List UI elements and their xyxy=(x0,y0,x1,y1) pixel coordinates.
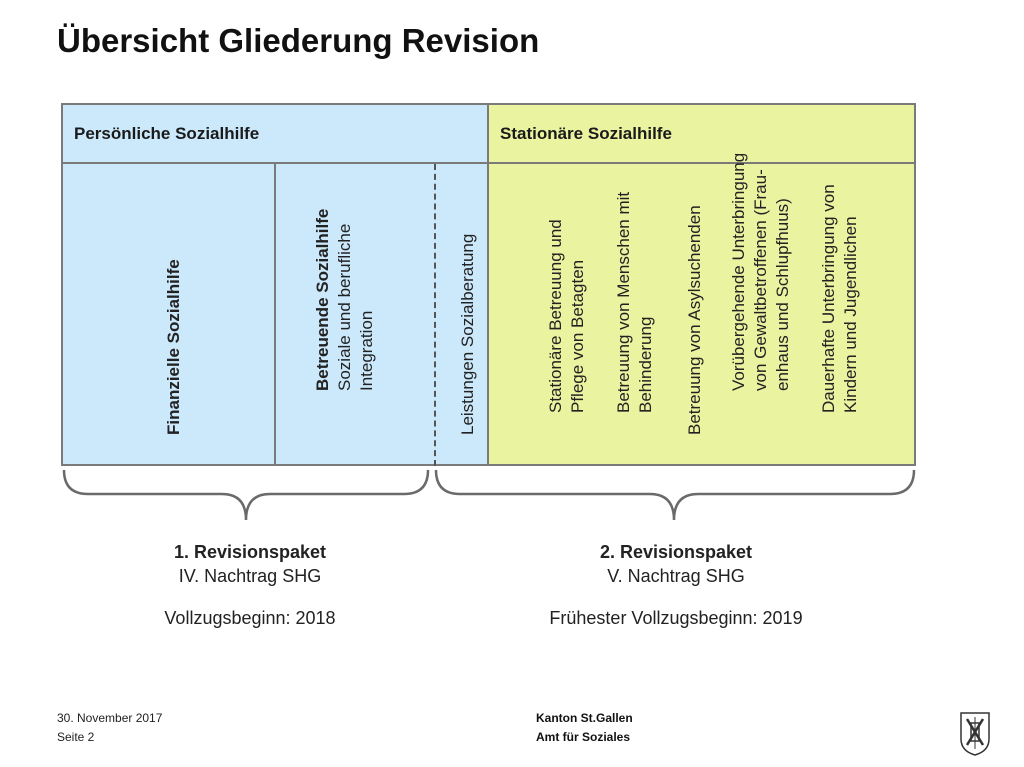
column-line: Leistungen Sozialberatung xyxy=(458,233,477,435)
column-line: Stationäre Betreuung und xyxy=(546,219,565,413)
column-line: von Gewaltbetroffenen (Frau- xyxy=(751,169,770,391)
header-persoenliche-sozialhilfe: Persönliche Sozialhilfe xyxy=(61,103,489,164)
footer-page: Seite 2 xyxy=(57,730,95,744)
package-start: Vollzugsbeginn: 2018 xyxy=(164,608,336,628)
column-line: Vorübergehende Unterbringung xyxy=(729,152,748,391)
page-title: Übersicht Gliederung Revision xyxy=(57,22,540,59)
footer-org xyxy=(536,709,633,747)
footer-date: 30. November 2017 xyxy=(57,711,163,725)
column-bold-label: Finanzielle Sozialhilfe xyxy=(164,259,183,435)
column-line: Integration xyxy=(357,310,376,391)
footer-dept: Amt für Soziales xyxy=(536,730,631,744)
revision-diagram xyxy=(61,103,916,466)
column-line: Kindern und Jugendlichen xyxy=(841,216,860,413)
package-subtitle: V. Nachtrag SHG xyxy=(607,566,745,586)
column-line: Behinderung xyxy=(636,316,655,413)
column-line: Dauerhafte Unterbringung von xyxy=(819,184,838,413)
column-bold-label: Betreuende Sozialhilfe xyxy=(313,208,332,391)
package-1 xyxy=(120,540,380,630)
column-divider xyxy=(274,164,276,466)
column-line: Pflege von Betagten xyxy=(568,259,587,413)
header-stationaere-sozialhilfe: Stationäre Sozialhilfe xyxy=(487,103,916,164)
package-subtitle: IV. Nachtrag SHG xyxy=(178,566,322,586)
package-title: 1. Revisionspaket xyxy=(173,542,327,562)
dashed-divider xyxy=(434,164,436,466)
package-2 xyxy=(520,540,832,630)
brace-package-2 xyxy=(434,468,918,526)
coat-of-arms-icon xyxy=(958,709,992,757)
column-line: Soziale und berufliche xyxy=(335,223,354,391)
column-line: Betreuung von Menschen mit xyxy=(614,191,633,413)
footer-org-name: Kanton St.Gallen xyxy=(536,711,633,725)
brace-package-1 xyxy=(62,468,432,526)
footer-left xyxy=(57,709,162,747)
column-line: enhaus und Schlupfhuus) xyxy=(773,198,792,391)
column-line: Betreuung von Asylsuchenden xyxy=(685,205,704,435)
package-title: 2. Revisionspaket xyxy=(599,542,753,562)
package-start: Frühester Vollzugsbeginn: 2019 xyxy=(549,608,803,628)
